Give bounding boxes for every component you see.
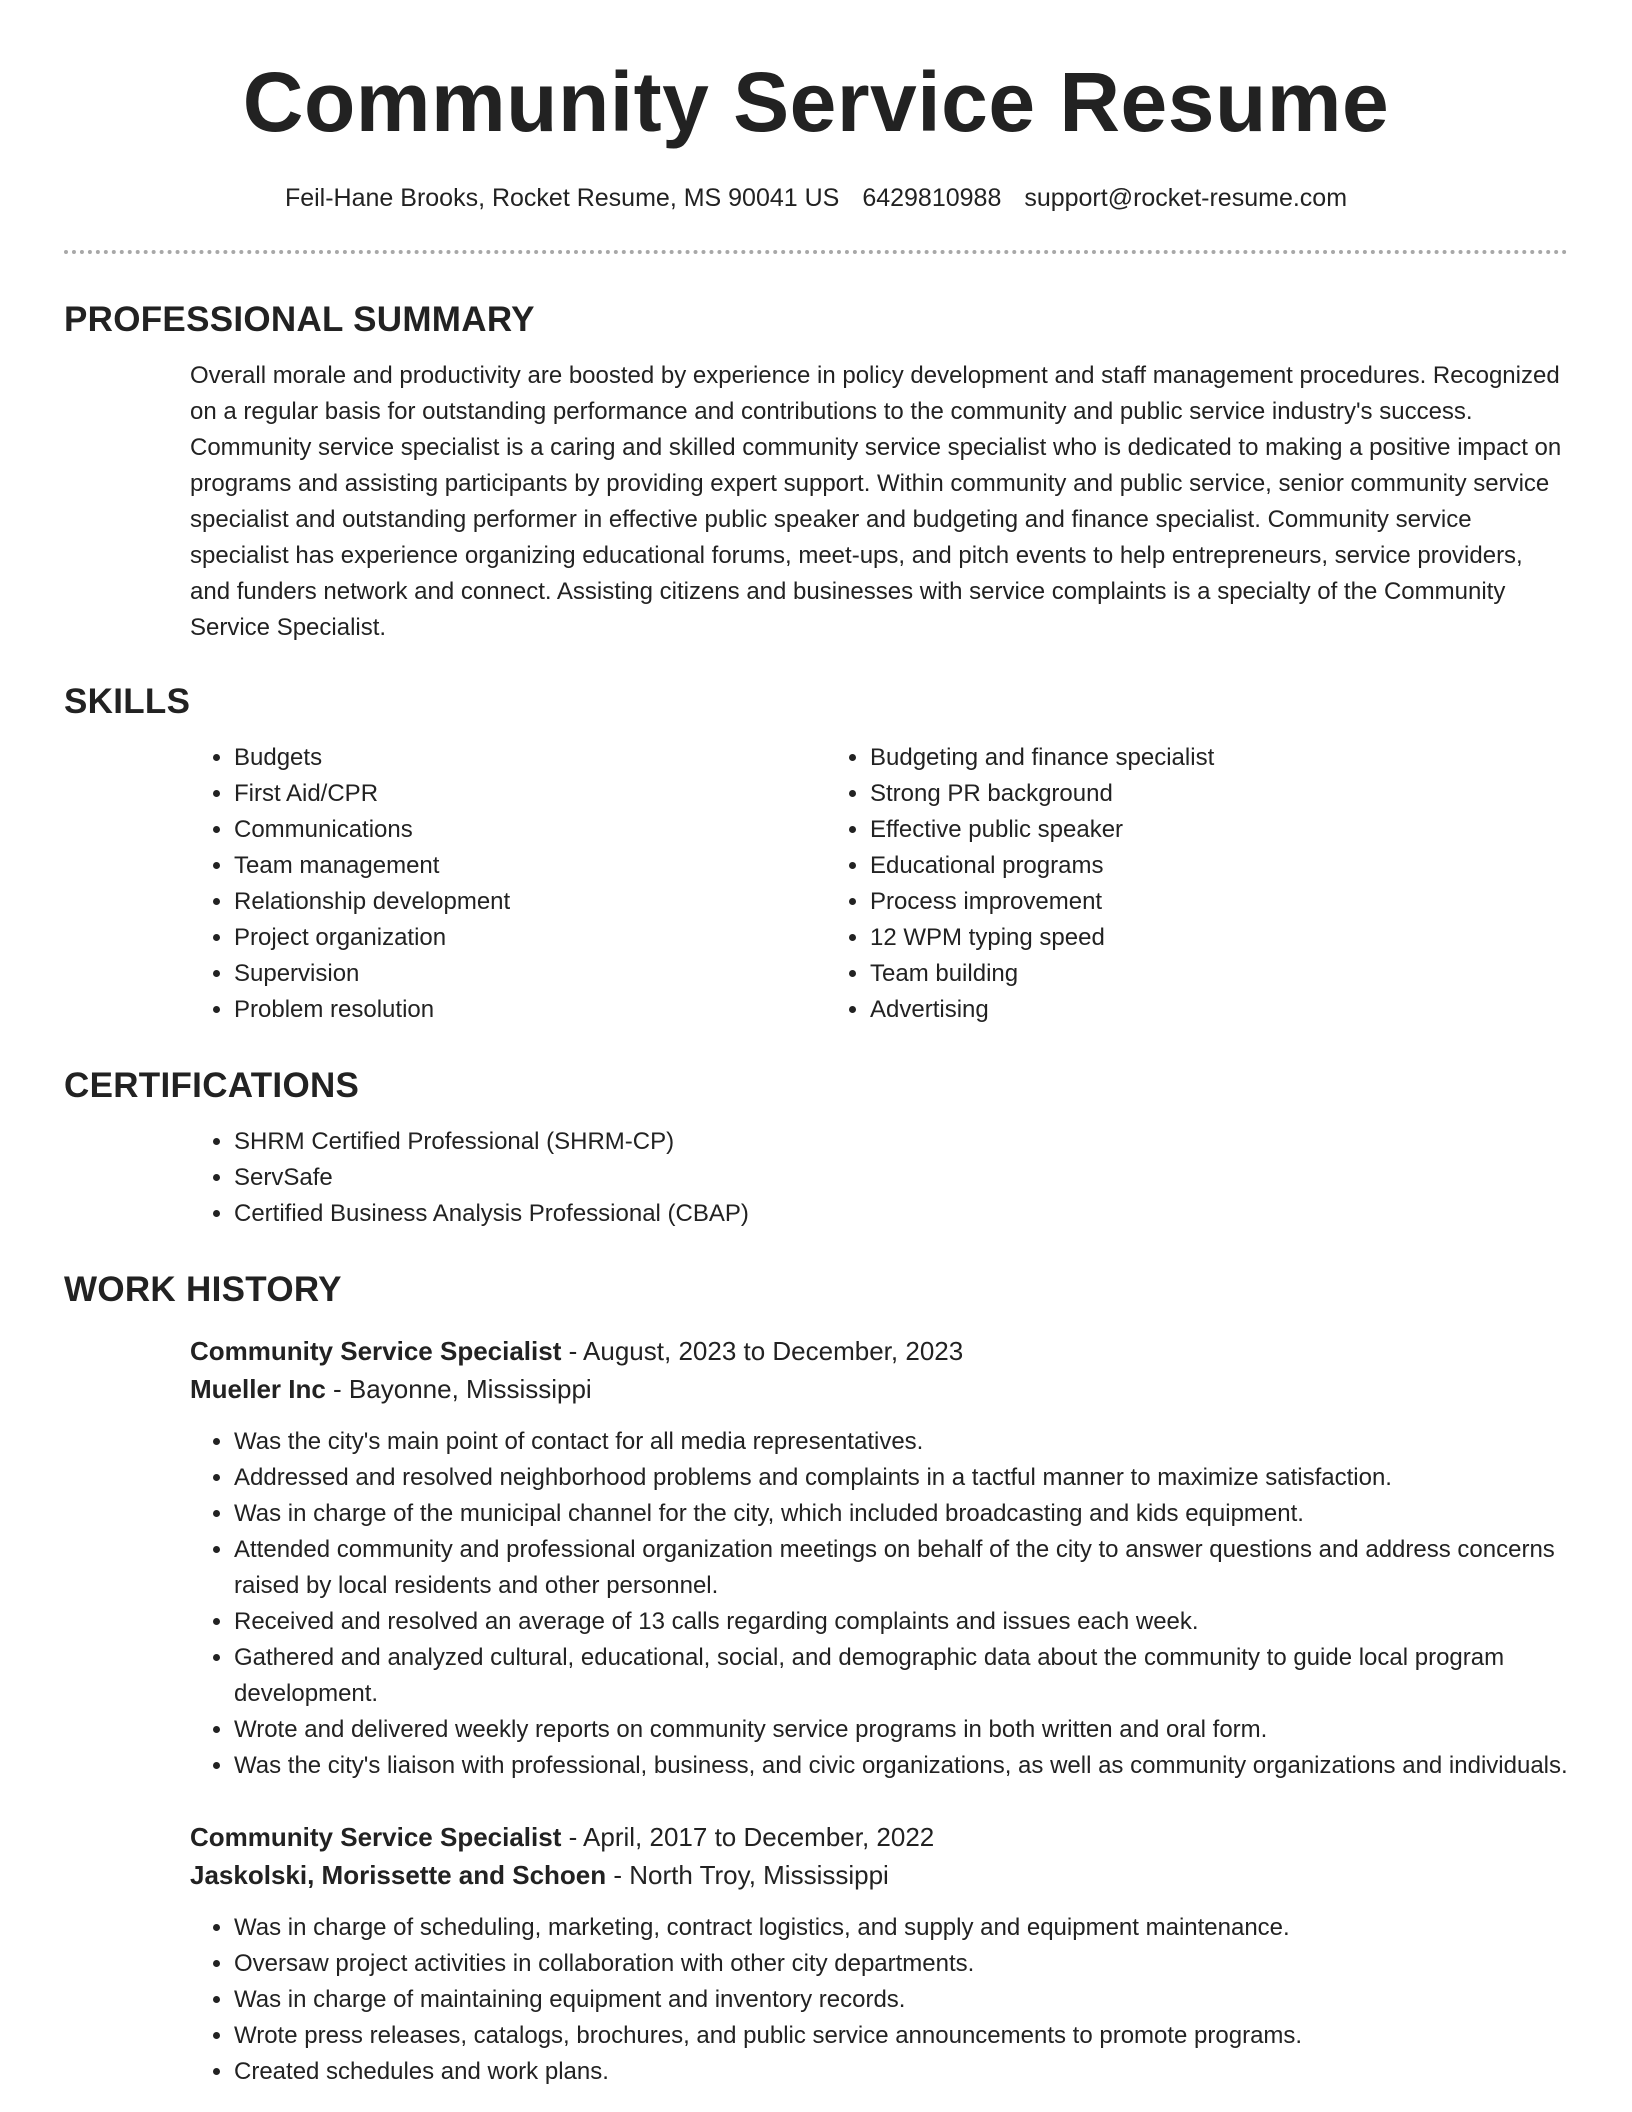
job-bullet: • Oversaw project activities in collaboration with other city departments. bbox=[234, 1946, 1568, 1982]
job-bullets bbox=[190, 1424, 1568, 1784]
job-dates: - April, 2017 to December, 2022 bbox=[561, 1822, 935, 1852]
job-bullet: • Was the city's liaison with professional, business, and civic organizations, as well as community organizations and individuals. bbox=[234, 1748, 1568, 1784]
skill-item: • Problem resolution bbox=[234, 992, 826, 1028]
contact-email[interactable]: support@rocket-resume.com bbox=[1024, 184, 1348, 212]
skill-item: • Project organization bbox=[234, 920, 826, 956]
skill-item: • Effective public speaker bbox=[870, 812, 1462, 848]
job-bullet: • Gathered and analyzed cultural, educational, social, and demographic data about the community to guide local program development. bbox=[234, 1640, 1568, 1712]
skill-item: • Team building bbox=[870, 956, 1462, 992]
resume-title: Community Service Resume bbox=[242, 55, 1390, 149]
job-title-line bbox=[190, 1332, 1568, 1370]
job-bullet: • Wrote and delivered weekly reports on community service programs in both written and oral form. bbox=[234, 1712, 1568, 1748]
job-bullet: • Was in charge of the municipal channel for the city, which included broadcasting and kids equipment. bbox=[234, 1496, 1568, 1532]
job-company: Jaskolski, Morissette and Schoen bbox=[190, 1860, 607, 1890]
skill-item: • Advertising bbox=[870, 992, 1462, 1028]
job-title: Community Service Specialist bbox=[190, 1336, 562, 1366]
job-bullet: • Received and resolved an average of 13 calls regarding complaints and issues each week. bbox=[234, 1604, 1568, 1640]
header-divider bbox=[64, 250, 1568, 254]
summary-text: Overall morale and productivity are boosted by experience in policy development and staff management procedures. Recognized on a regular basis for outstanding performance and contributions to the community and public service industry's success. Community service specialist is a caring and skilled community service specialist who is dedicated to making a positive impact on programs and assisting participants by providing expert support. Within community and public service, senior community service specialist and outstanding performer in effective public speaker and budgeting and finance specialist. Community service specialist has experience organizing educational forums, meet-ups, and pitch events to help entrepreneurs, service providers, and funders network and connect. Assisting citizens and businesses with service complaints is a specialty of the Community Service Specialist. bbox=[190, 362, 1562, 641]
skills-heading: SKILLS bbox=[64, 682, 191, 721]
skill-item: • Budgets bbox=[234, 740, 826, 776]
job-title-line bbox=[190, 1818, 1568, 1856]
certification-item: • SHRM Certified Professional (SHRM-CP) bbox=[234, 1124, 1568, 1160]
certifications-section bbox=[64, 1064, 1568, 1232]
skill-item: • Process improvement bbox=[870, 884, 1462, 920]
certifications-heading: CERTIFICATIONS bbox=[64, 1066, 360, 1105]
contact-address: Feil-Hane Brooks, Rocket Resume, MS 90041 US bbox=[284, 184, 840, 212]
job-entry bbox=[190, 1332, 1568, 1784]
job-location: - Bayonne, Mississippi bbox=[325, 1374, 592, 1404]
skills-section bbox=[64, 680, 1568, 1028]
job-company-line bbox=[190, 1856, 1568, 1894]
skills-columns bbox=[190, 740, 1568, 1028]
skill-item: • Budgeting and finance specialist bbox=[870, 740, 1462, 776]
skill-item: • Supervision bbox=[234, 956, 826, 992]
job-bullet: • Was in charge of maintaining equipment and inventory records. bbox=[234, 1982, 1568, 2018]
skill-item: • Communications bbox=[234, 812, 826, 848]
job-bullet: • Addressed and resolved neighborhood problems and complaints in a tactful manner to maximize satisfaction. bbox=[234, 1460, 1568, 1496]
job-bullet: • Created schedules and work plans. bbox=[234, 2054, 1568, 2090]
job-bullet: • Wrote press releases, catalogs, brochures, and public service announcements to promote programs. bbox=[234, 2018, 1568, 2054]
skills-list-left bbox=[190, 740, 826, 1028]
contact-phone: 6429810988 bbox=[862, 184, 1002, 212]
job-entry bbox=[190, 1818, 1568, 2090]
job-dates: - August, 2023 to December, 2023 bbox=[561, 1336, 964, 1366]
certifications-list bbox=[190, 1124, 1568, 1232]
job-bullet: • Was in charge of scheduling, marketing, contract logistics, and supply and equipment maintenance. bbox=[234, 1910, 1568, 1946]
certification-item: • Certified Business Analysis Professional (CBAP) bbox=[234, 1196, 1568, 1232]
job-company-line bbox=[190, 1370, 1568, 1408]
summary-heading: PROFESSIONAL SUMMARY bbox=[64, 300, 535, 339]
skill-item: • Team management bbox=[234, 848, 826, 884]
skill-item: • Relationship development bbox=[234, 884, 826, 920]
job-title: Community Service Specialist bbox=[190, 1822, 562, 1852]
contact-line bbox=[0, 182, 1632, 214]
job-bullet: • Attended community and professional organization meetings on behalf of the city to answer questions and address concerns raised by local residents and other personnel. bbox=[234, 1532, 1568, 1604]
skill-item: • 12 WPM typing speed bbox=[870, 920, 1462, 956]
summary-section bbox=[64, 298, 1568, 646]
job-bullets bbox=[190, 1910, 1568, 2090]
job-company: Mueller Inc bbox=[190, 1374, 326, 1404]
work-history-heading: WORK HISTORY bbox=[64, 1270, 342, 1309]
work-history-section bbox=[64, 1268, 1568, 2090]
job-location: - North Troy, Mississippi bbox=[606, 1860, 889, 1890]
skills-list-right bbox=[826, 740, 1462, 1028]
job-bullet: • Was the city's main point of contact for all media representatives. bbox=[234, 1424, 1568, 1460]
certification-item: • ServSafe bbox=[234, 1160, 1568, 1196]
skill-item: • Strong PR background bbox=[870, 776, 1462, 812]
skill-item: • Educational programs bbox=[870, 848, 1462, 884]
skill-item: • First Aid/CPR bbox=[234, 776, 826, 812]
